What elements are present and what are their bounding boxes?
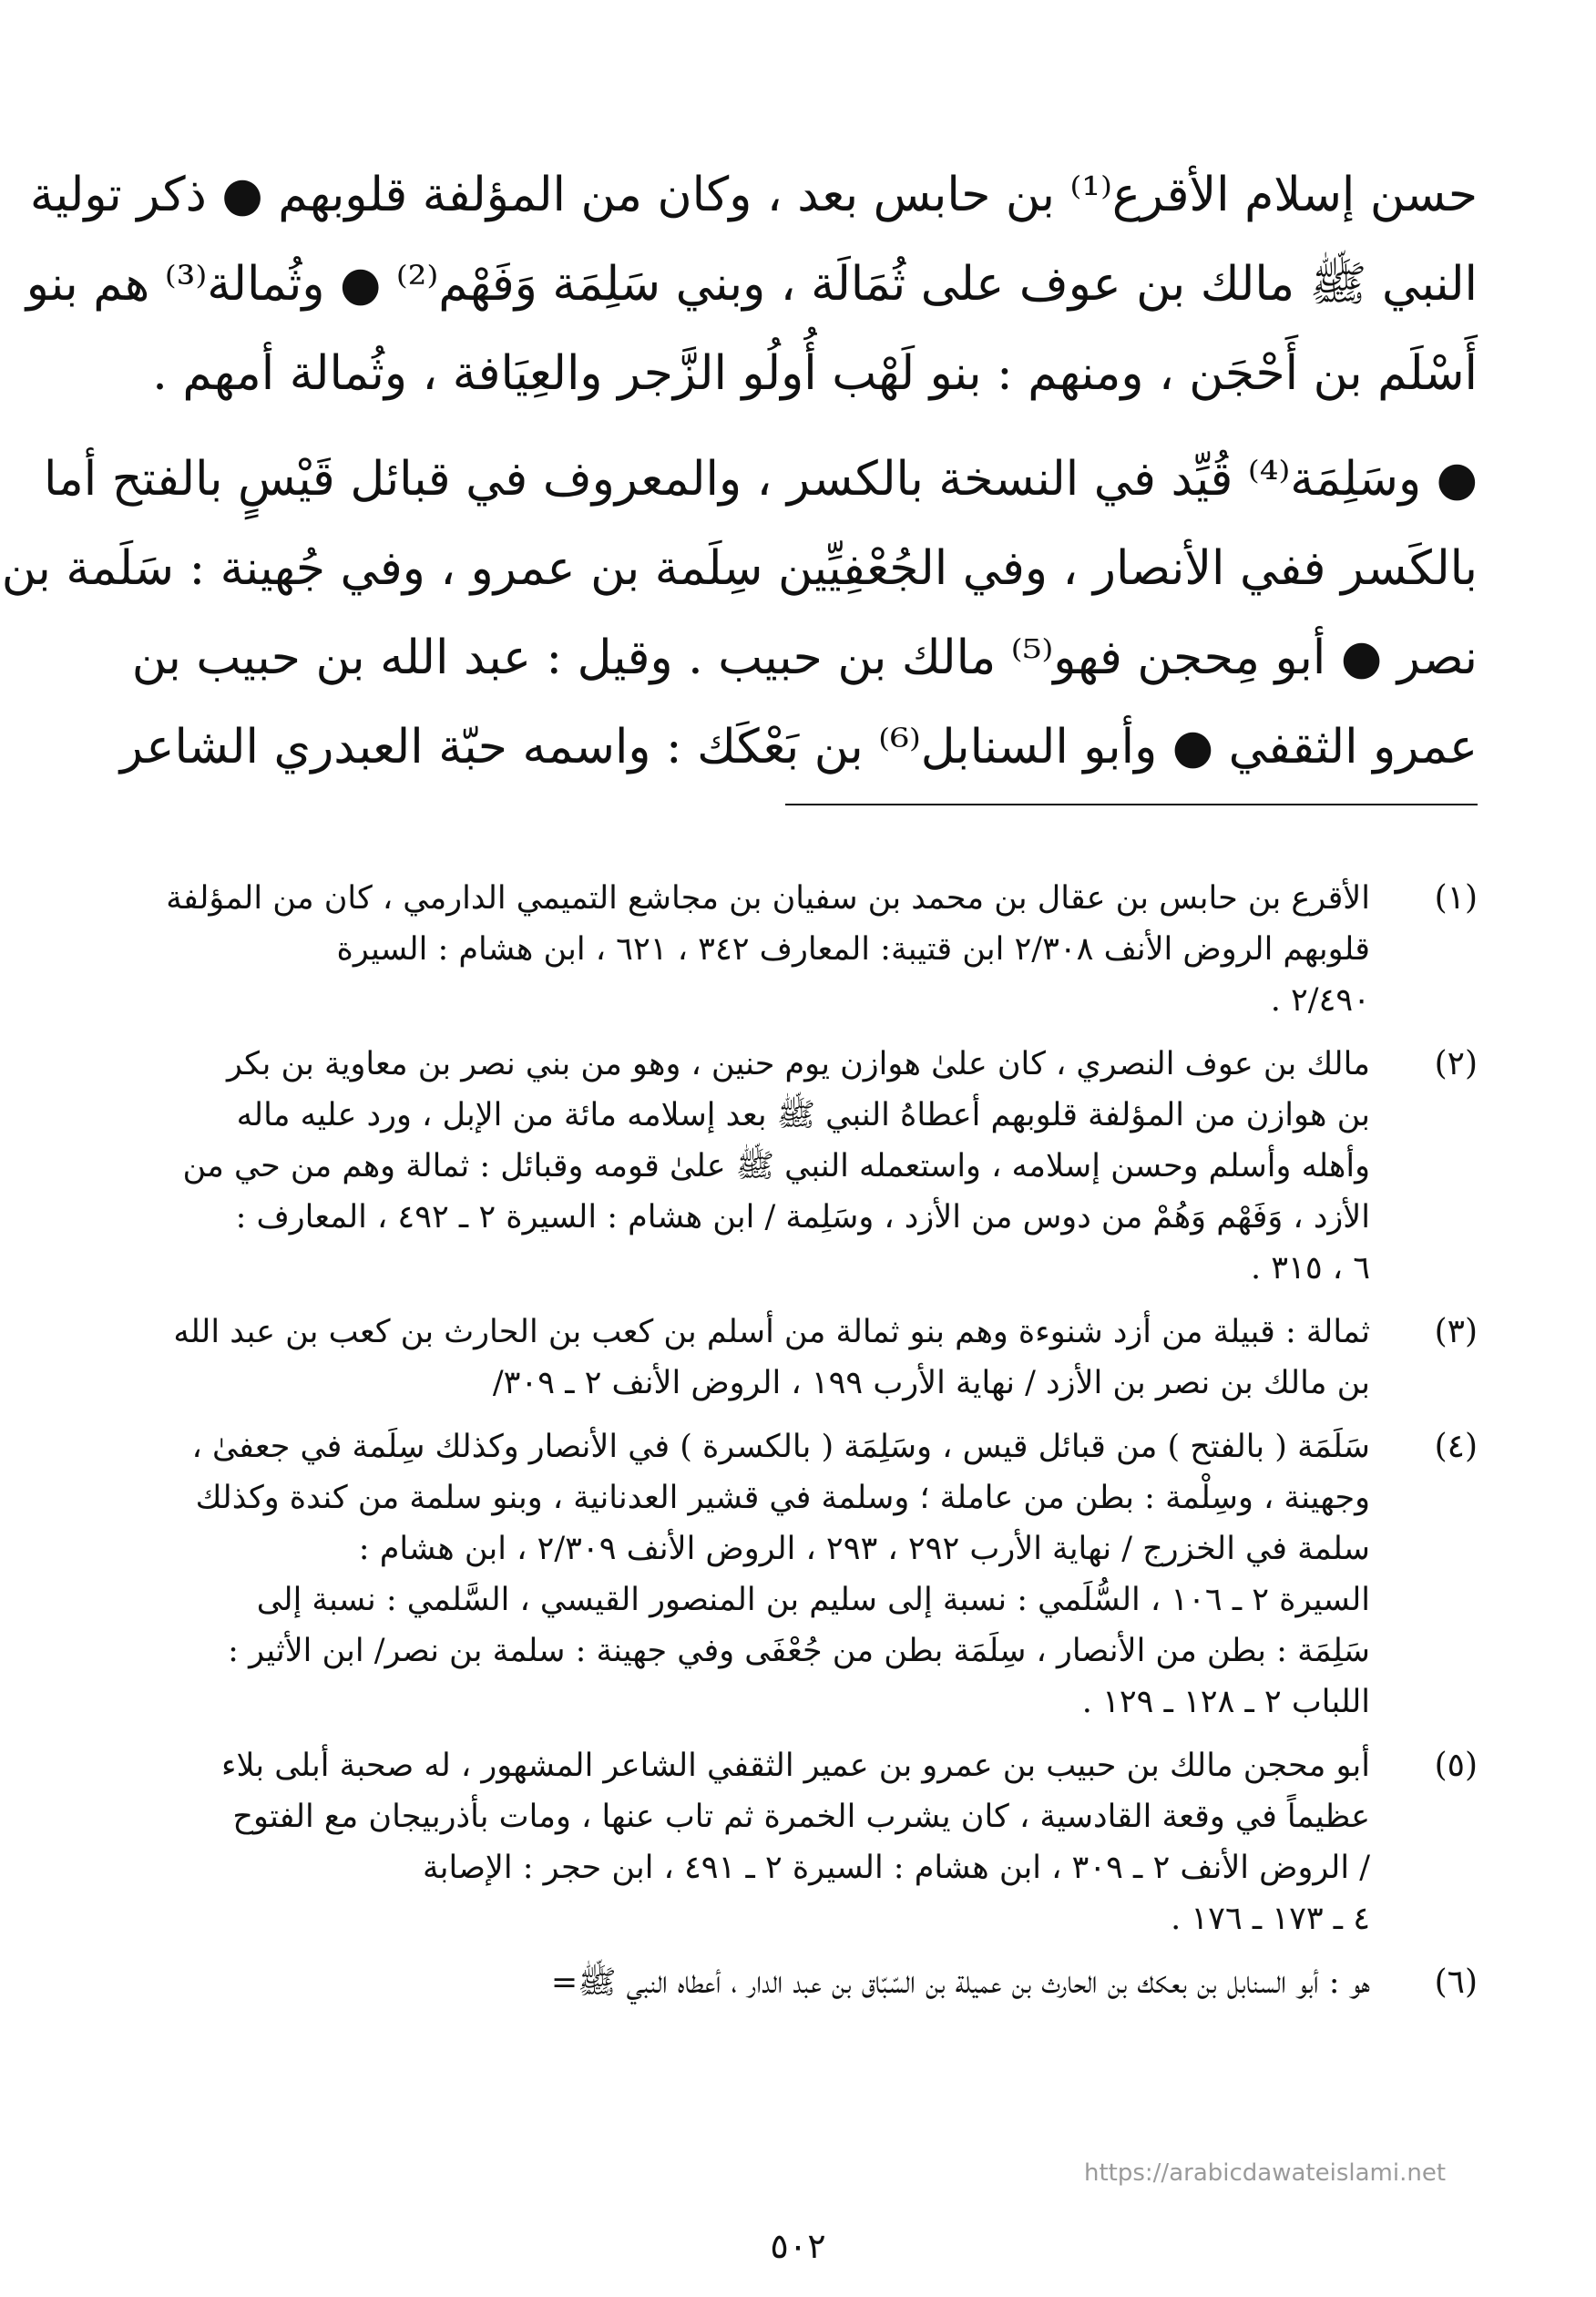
main-text-line: أَسْلَم بن أَحْجَن ، ومنهم : بنو لَهْب أُولُو الزَّجر والعِيَافة ، وثُمالة أمهم . [152,346,1478,401]
footnote-line: وجهينة ، وسِلْمة : بطن من عاملة ؛ وسلمة في قشير العدنانية ، وبنو سلمة من كندة وكذلك [195,1480,1370,1516]
footnote-line: عظيماً في وقعة القادسية ، كان يشرب الخمرة ثم تاب عنها ، ومات بأذربيجان مع الفتوح [232,1799,1370,1835]
footnote-line: اللباب ٢ ـ ١٢٨ ـ ١٢٩ . [1081,1684,1370,1720]
footnote-number: (١) [1434,879,1478,917]
footnote-number: (٦) [1434,1964,1478,2001]
footnote-body [117,873,1370,1026]
footnote-body [117,1307,1370,1409]
footnote-line: ٤ ـ ١٧٣ ـ ١٧٦ . [1171,1901,1370,1937]
footnote-line: بن هوازن من المؤلفة قلوبهم أعطاهُ النبي ﷺ بعد إسلامه مائة من الإبل ، ورد عليه ماله [236,1097,1370,1133]
footnote-number: (٥) [1434,1747,1478,1784]
footnote-line: الأزد ، وَفَهْم وَهُمْ من دوس من الأزد ، وسَلِمة / ابن هشام : السيرة ٢ ـ ٤٩٢ ، المعارف : [235,1199,1370,1236]
footnotes-section [117,873,1478,2021]
footnote-number: (٣) [1434,1313,1478,1350]
main-text-block [1,150,1478,792]
footnote-line: وأهله وأسلم وحسن إسلامه ، واستعمله النبي ﷺ علىٰ قومه وقبائل : ثمالة وهم من حي من [182,1148,1370,1184]
footnote-6 [117,1957,1478,2008]
footnote-line: سَلِمَة : بطن من الأنصار ، سِلَمَة بطن من جُعْفَى وفي جهينة : سلمة بن نصر/ ابن الأثير : [228,1633,1370,1669]
footnote-line: ٢/٤٩٠ . [1270,982,1370,1019]
footnote-line: هو : أبو السنابل بن بعكك بن الحارث بن عميلة بن السّبّاق بن عبد الدار ، أعطاه النبي ﷺ= [550,1964,1370,2001]
footnote-line: مالك بن عوف النصري ، كان علىٰ هوازن يوم حنين ، وهو من بني نصر بن معاوية بن بكر [226,1046,1370,1082]
main-text-line: النبي ﷺ مالك بن عوف على ثُمَالَة ، وبني سَلِمَة وَفَهْم⁽²⁾ ● وثُمالة⁽³⁾ هم بنو [26,257,1478,312]
footnote-line: سلمة في الخزرج / نهاية الأرب ٢٩٢ ، ٢٩٣ ، الروض الأنف ٢/٣٠٩ ، ابن هشام : [358,1531,1370,1567]
footnote-line: ثمالة : قبيلة من أزد شنوءة وهم بنو ثمالة من أسلم بن كعب بن الحارث بن كعب بن عبد الله [173,1314,1370,1350]
footnote-body [117,1421,1370,1728]
main-text-line: ● وسَلِمَة⁽⁴⁾ قُيِّد في النسخة بالكسر ، والمعروف في قبائل قَيْسٍ بالفتح أما [44,452,1478,507]
main-text-line: حسن إسلام الأقرع⁽¹⁾ بن حابس بعد ، وكان من المؤلفة قلوبهم ● ذكر تولية [29,168,1478,222]
footnote-line: بن مالك بن نصر بن الأزد / نهاية الأرب ١٩٩ ، الروض الأنف ٢ ـ ٣٠٩/ [492,1365,1370,1401]
footnote-line: قلوبهم الروض الأنف ٢/٣٠٨ ابن قتيبة: المعارف ٣٤٢ ، ٦٢١ ، ابن هشام : السيرة [336,931,1370,968]
main-text-line: نصر ● أبو مِحجن فهو⁽⁵⁾ مالك بن حبيب . وقيل : عبد الله بن حبيب بن [131,631,1478,685]
footnote-line: / الروض الأنف ٢ ـ ٣٠٩ ، ابن هشام : السيرة ٢ ـ ٤٩١ ، ابن حجر : الإصابة [423,1850,1370,1886]
footnote-separator [785,804,1478,805]
footnote-1 [117,873,1478,1026]
footnote-body [117,1957,1370,2008]
main-text-line: بالكَسر ففي الأنصار ، وفي الجُعْفِيِّين سِلَمة بن عمرو ، وفي جُهينة : سَلَمة بن [1,541,1478,596]
footnote-5 [117,1740,1478,1944]
watermark-url: https://arabicdawateislami.net [1084,2159,1447,2187]
footnote-body [117,1740,1370,1944]
footnote-line: الأقرع بن حابس بن عقال بن محمد بن سفيان بن مجاشع التميمي الدارمي ، كان من المؤلفة [166,880,1370,917]
footnote-line: أبو محجن مالك بن حبيب بن عمرو بن عمير الثقفي الشاعر المشهور ، له صحبة أبلى بلاء [221,1748,1370,1784]
footnote-3 [117,1307,1478,1409]
footnote-4 [117,1421,1478,1728]
footnote-line: السيرة ٢ ـ ١٠٦ ، السُّلَمي : نسبة إلى سليم بن المنصور القيسي ، السَّلمي : نسبة إلى [256,1582,1370,1618]
footnote-line: ٦ ، ٣١٥ . [1250,1250,1370,1287]
footnote-body [117,1039,1370,1294]
footnote-2 [117,1039,1478,1294]
footnote-number: (٤) [1434,1428,1478,1465]
footnote-number: (٢) [1434,1045,1478,1082]
footnote-line: سَلَمَة ( بالفتح ) من قبائل قيس ، وسَلِمَة ( بالكسرة ) في الأنصار وكذلك سِلَمة في جعفىٰ ، [191,1429,1370,1465]
main-text-line: عمرو الثقفي ● وأبو السنابل⁽⁶⁾ بن بَعْكَك : واسمه حبّة العبدري الشاعر [119,720,1478,774]
page-number: ٥٠٢ [770,2226,826,2266]
